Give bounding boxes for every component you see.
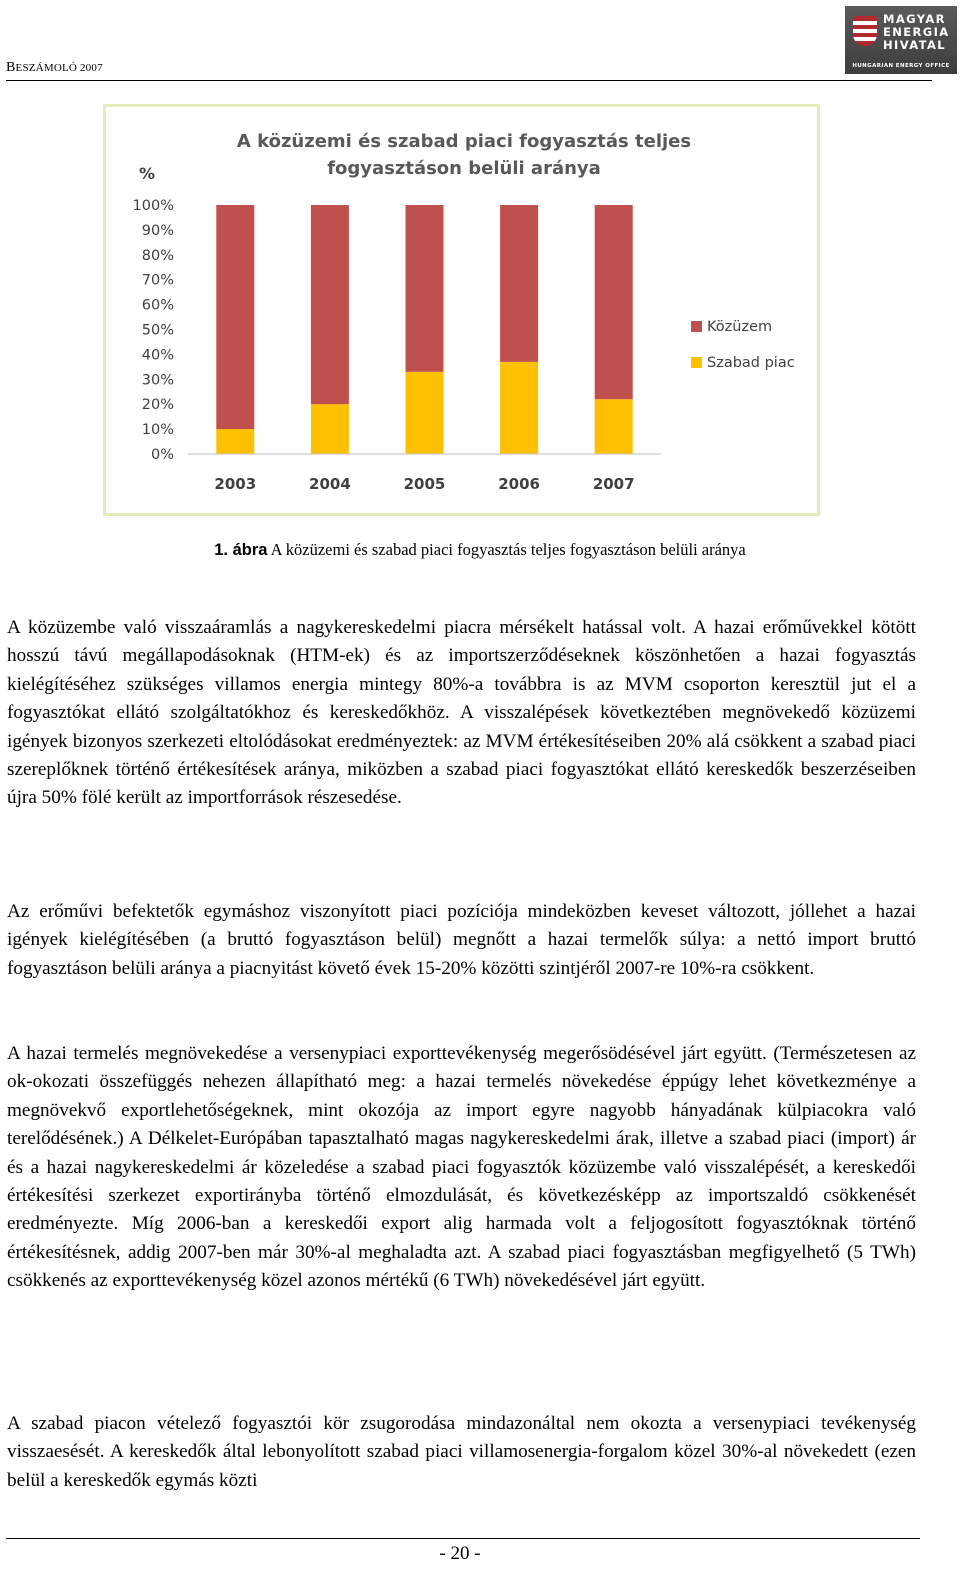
bar-közüzem-2007 (595, 205, 633, 399)
figure-caption-text: A közüzemi és szabad piaci fogyasztás teljes fogyasztáson belüli aránya (267, 540, 746, 559)
paragraph-4 (7, 1410, 916, 1495)
paragraph-4-text: A szabad piacon vételező fogyasztói kör zsugorodása mindazonáltal nem okozta a versenypiaci tevékenység visszaesését. A kereskedők által lebonyolított szabad piaci villamosenergia-forgalom közel 30%-al növekedett (ezen belül a kereskedők egymás közti (7, 1413, 916, 1491)
page-number: - 20 - (439, 1543, 481, 1564)
coat-of-arms-icon (853, 16, 877, 46)
legend-swatch (691, 357, 702, 368)
report-title-rest: ESZÁMOLÓ 2007 (15, 62, 103, 74)
y-tick-label: 60% (141, 297, 174, 314)
bar-szabad-piac-2006 (500, 362, 538, 454)
bar-szabad-piac-2003 (216, 429, 254, 454)
y-tick-label: 50% (141, 322, 174, 339)
x-tick-label: 2004 (309, 475, 351, 493)
paragraph-2-text: Az erőművi befektetők egymáshoz viszonyított piaci pozíciója mindeközben keveset változott, jóllehet a hazai igények kielégítésében (a bruttó fogyasztáson belül) megnőtt a hazai termelők súlya: a nettó import bruttó fogyasztáson belüli aránya a piacnyitást követő évek 15-20% közötti szintjéről 2007-re 10%-ra csökkent. (7, 901, 916, 979)
page-header (0, 0, 960, 82)
report-title-initial: B (6, 60, 16, 75)
chart-figure (103, 104, 820, 516)
x-tick-label: 2003 (214, 475, 257, 493)
chart-legend (691, 319, 795, 371)
x-axis-ticks (214, 475, 634, 493)
y-tick-label: 90% (141, 222, 174, 239)
chart-title-line-1: A közüzemi és szabad piaci fogyasztás teljes (236, 131, 692, 152)
report-title (6, 60, 103, 76)
bar-szabad-piac-2007 (595, 399, 633, 454)
paragraph-2 (7, 898, 916, 983)
x-tick-label: 2007 (592, 475, 635, 493)
paragraph-1 (7, 614, 916, 813)
x-tick-label: 2005 (403, 475, 446, 493)
y-axis-ticks (133, 198, 174, 463)
bars (216, 205, 632, 454)
bar-szabad-piac-2005 (406, 372, 444, 454)
figure-caption-label: 1. ábra (214, 541, 268, 559)
logo-line-1: MAGYAR (883, 12, 946, 26)
y-tick-label: 0% (150, 447, 174, 463)
paragraph-1-text: A közüzembe való visszaáramlás a nagykereskedelmi piacra mérsékelt hatással volt. A hazai erőművekkel kötött hosszú távú megállapodásoknak (HTM-ek) és az importszerződéseknek köszönhetően a hazai fogyasztás kielégítéséhez szükséges villamos energia mintegy 80%-a továbbra is az MVM csoporton keresztül jut el a fogyasztókat ellátó szolgáltatókhoz és kereskedőkhöz. A visszalépések következtében megnövekedő közüzemi igények bizonyos szerkezeti eltolódásokat eredményeztek: az MVM értékesítéseiben 20% alá csökkent a szabad piaci szereplőknek történő értékesítések aránya, miközben a szabad piaci fogyasztókat ellátó kereskedők beszerzéseiben újra 50% fölé került az importforrások részesedése. (7, 617, 916, 809)
figure-caption (0, 540, 960, 560)
logo-subtitle: HUNGARIAN ENERGY OFFICE (852, 63, 950, 69)
logo-wordmark (883, 13, 950, 52)
paragraph-3-text: A hazai termelés megnövekedése a versenypiaci exporttevékenység megerősödésével járt együtt. (Természetesen az ok-okozati összefüggés nehezen állapítható meg: a hazai termelés növekedése éppúgy lehet következménye a megnövekvő exportlehetőségeknek, mint okozója az import egyre nagyobb hányadának külpiacokra való terelődésének.) A Délkelet-Európában tapasztalható magas nagykereskedelmi árak, illetve a szabad piaci (import) ár és a hazai nagykereskedelmi ár közeledése a szabad piaci fogyasztók közüzembe való visszalépését, a kereskedői értékesítési szerkezet exportirányba történő elmozdulását, és következésképp az importszaldó csökkenését eredményezte. Míg 2006-ban a kereskedői export alig harmada volt a feljogosított fogyasztóknak történő értékesítésnek, addig 2007-ben már 30%-al meghaladta azt. A szabad piaci fogyasztásban megfigyelhető (5 TWh) csökkenés az exporttevékenység közel azonos mértékű (6 TWh) növekedésével járt együtt. (7, 1043, 916, 1292)
bar-szabad-piac-2004 (311, 404, 349, 454)
bar-közüzem-2003 (216, 205, 254, 429)
legend-label: Közüzem (707, 319, 773, 335)
y-tick-label: 70% (141, 272, 174, 289)
y-tick-label: 40% (141, 347, 174, 364)
bar-közüzem-2005 (406, 205, 444, 372)
y-tick-label: 100% (132, 198, 174, 214)
legend-swatch (691, 321, 702, 332)
y-tick-label: 30% (141, 372, 174, 389)
chart-title-line-2: fogyasztáson belüli aránya (327, 158, 601, 179)
logo-line-3: HIVATAL (883, 38, 947, 52)
header-divider (6, 80, 932, 81)
y-tick-label: 20% (141, 397, 174, 414)
logo-line-2: ENERGIA (883, 25, 950, 39)
y-tick-label: 80% (141, 247, 174, 264)
y-axis-unit-label: % (139, 164, 156, 183)
stacked-bar-chart (106, 107, 817, 513)
y-tick-label: 10% (141, 422, 174, 439)
footer-divider (6, 1538, 920, 1539)
legend-label: Szabad piac (707, 355, 795, 371)
bar-közüzem-2006 (500, 205, 538, 362)
bar-közüzem-2004 (311, 205, 349, 404)
paragraph-3 (7, 1040, 916, 1296)
x-tick-label: 2006 (498, 475, 540, 493)
energy-office-logo (845, 6, 957, 74)
